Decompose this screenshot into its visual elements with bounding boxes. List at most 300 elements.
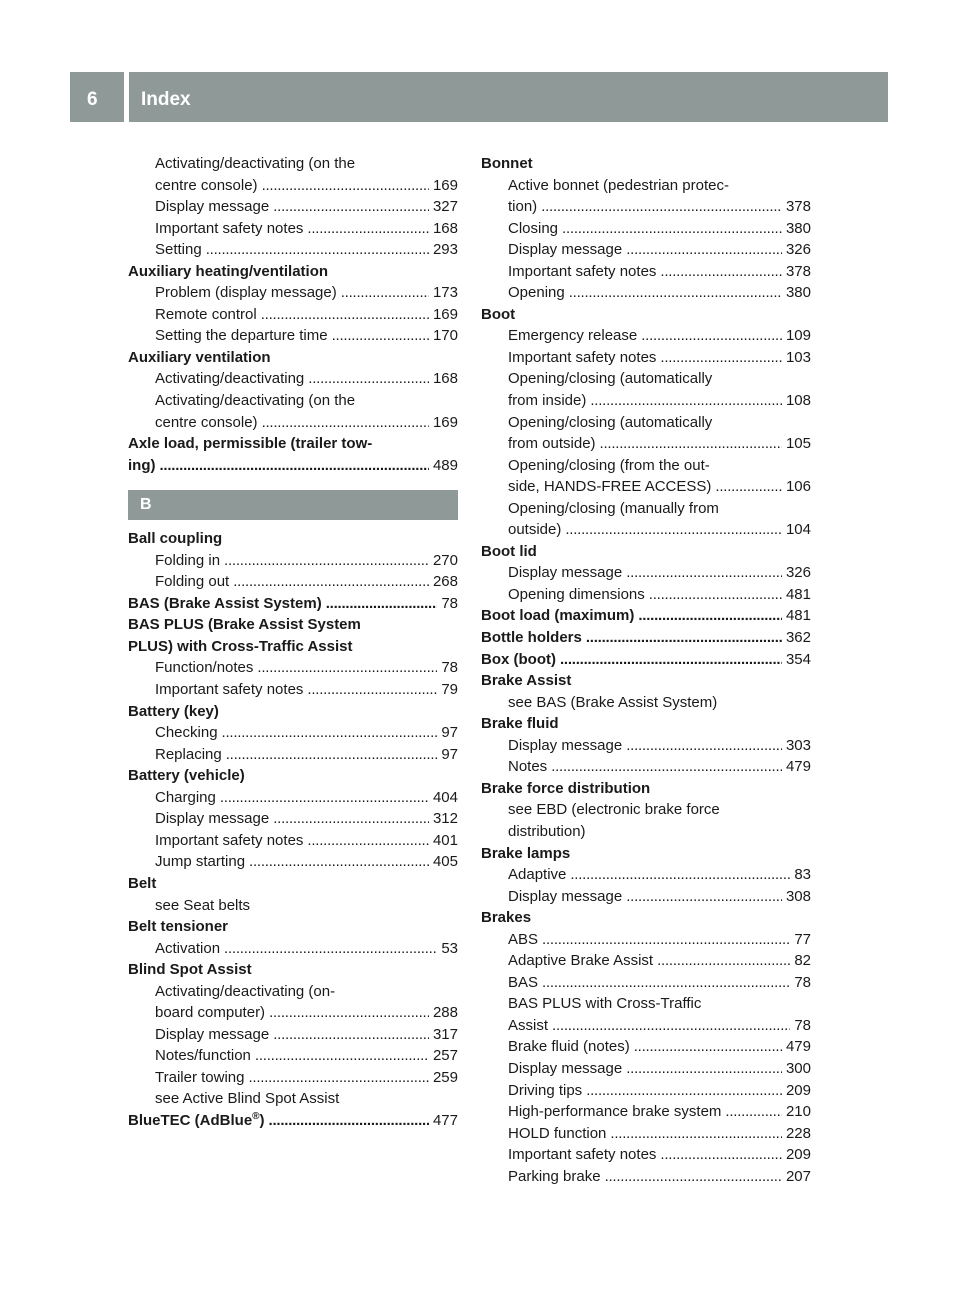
page-reference[interactable]: 481 [785, 607, 811, 625]
entry-text [481, 304, 515, 326]
page-reference[interactable]: 326 [785, 564, 811, 582]
entry-text [155, 571, 229, 593]
entry-label: Box (boot) [481, 650, 556, 668]
dot-leader [610, 1123, 782, 1145]
entry-text [508, 1144, 656, 1166]
index-subentry [128, 153, 458, 175]
entry-text [508, 972, 538, 994]
entry-label: outside) [508, 521, 562, 539]
entry-text [481, 627, 582, 649]
dot-leader [657, 950, 790, 972]
entry-text [155, 196, 269, 218]
index-subentry [128, 895, 458, 917]
entry-label: Activating/deactivating (on the [155, 155, 356, 172]
page-reference[interactable]: 77 [794, 930, 811, 948]
entry-text [508, 1080, 582, 1102]
entry-text [128, 593, 322, 615]
entry-label: Remote control [155, 305, 257, 323]
entry-text [128, 873, 156, 895]
entry-label: High-performance brake system [508, 1103, 722, 1121]
dot-leader [206, 239, 429, 261]
index-subentry [481, 368, 811, 390]
index-column-right [481, 153, 811, 1187]
index-heading [481, 153, 811, 175]
entry-label: see Seat belts [155, 896, 251, 914]
index-subentry [481, 993, 811, 1015]
dot-leader [626, 1058, 782, 1080]
index-subentry[interactable] [481, 390, 811, 412]
entry-label: ing) [128, 456, 156, 474]
index-subentry[interactable] [481, 756, 811, 778]
index-heading [481, 843, 811, 865]
index-subentry[interactable] [481, 196, 811, 218]
entry-text [508, 175, 729, 197]
dot-leader [542, 929, 790, 951]
entry-label: BAS PLUS (Brake Assist System [128, 616, 361, 634]
entry-label: Activation [155, 939, 221, 957]
index-heading [128, 347, 458, 369]
entry-label: Active bonnet (pedestrian protec- [508, 176, 729, 194]
index-subentry[interactable] [128, 175, 458, 197]
page-reference[interactable]: 168 [432, 219, 458, 237]
index-subentry[interactable] [128, 938, 458, 960]
page-reference[interactable]: 97 [441, 745, 458, 763]
entry-label: Opening/closing (from the out- [508, 456, 710, 474]
dot-leader [224, 938, 437, 960]
entry-label: side, HANDS-FREE ACCESS) [508, 478, 712, 496]
index-subentry[interactable] [128, 282, 458, 304]
dot-leader [638, 605, 782, 627]
page-reference[interactable]: 326 [785, 241, 811, 259]
index-subentry[interactable] [481, 218, 811, 240]
entry-label: Ball coupling [128, 530, 223, 548]
dot-leader [649, 584, 782, 606]
index-subentry [481, 692, 811, 714]
index-subentry[interactable] [481, 1036, 811, 1058]
index-heading[interactable] [128, 455, 458, 477]
index-subentry[interactable] [128, 571, 458, 593]
dot-leader [626, 735, 782, 757]
entry-label: Display message [508, 564, 623, 582]
entry-text [481, 713, 559, 735]
page-reference[interactable]: 53 [441, 939, 458, 957]
page-reference[interactable]: 109 [785, 327, 811, 345]
section-letter: B [128, 490, 458, 520]
entry-text [155, 981, 335, 1003]
page-reference[interactable]: 78 [441, 594, 458, 612]
index-subentry [128, 1088, 458, 1110]
entry-text [508, 390, 586, 412]
entry-text [508, 196, 537, 218]
entry-label: Checking [155, 724, 218, 742]
dot-leader [273, 808, 429, 830]
page-reference[interactable]: 489 [432, 456, 458, 474]
dot-leader [308, 368, 429, 390]
index-subentry[interactable] [481, 1123, 811, 1145]
index-subentry[interactable] [128, 550, 458, 572]
index-subentry[interactable] [128, 722, 458, 744]
dot-leader [332, 325, 429, 347]
entry-label: Display message [508, 736, 623, 754]
index-subentry[interactable] [128, 679, 458, 701]
entry-label: Display message [155, 198, 270, 216]
dot-leader [341, 282, 429, 304]
page-reference[interactable]: 79 [441, 681, 458, 699]
index-heading[interactable] [128, 593, 458, 615]
page-reference[interactable]: 477 [432, 1111, 458, 1129]
entry-label: distribution) [508, 822, 586, 840]
page-reference[interactable]: 362 [785, 629, 811, 647]
page-reference[interactable]: 97 [441, 724, 458, 742]
index-heading [128, 873, 458, 895]
entry-text [508, 864, 566, 886]
dot-leader [541, 196, 782, 218]
entry-label: from inside) [508, 392, 587, 410]
index-subentry [481, 455, 811, 477]
entry-text [481, 153, 533, 175]
page-reference[interactable]: 317 [432, 1025, 458, 1043]
index-subentry[interactable] [128, 368, 458, 390]
page-reference[interactable]: 300 [785, 1059, 811, 1077]
index-subentry[interactable] [128, 1045, 458, 1067]
entry-text [155, 304, 257, 326]
entry-label: Brake fluid [481, 715, 559, 733]
page-reference[interactable]: 378 [785, 198, 811, 216]
entry-label: Brake fluid (notes) [508, 1038, 630, 1056]
entry-text [155, 153, 355, 175]
entry-text [155, 239, 202, 261]
index-heading [128, 636, 458, 658]
index-subentry[interactable] [481, 239, 811, 261]
index-subentry[interactable] [481, 433, 811, 455]
page-reference[interactable]: 481 [785, 585, 811, 603]
entry-text [481, 649, 556, 671]
index-subentry[interactable] [481, 584, 811, 606]
page-title: Index [141, 89, 191, 110]
entry-label: Important safety notes [508, 1146, 657, 1164]
page-reference[interactable]: 168 [432, 370, 458, 388]
dot-leader [605, 1166, 782, 1188]
entry-label: Display message [508, 887, 623, 905]
dot-leader [626, 239, 782, 261]
dot-leader [269, 1110, 429, 1132]
index-subentry[interactable] [128, 830, 458, 852]
dot-leader [660, 261, 782, 283]
dot-leader [715, 476, 782, 498]
page-reference[interactable]: 259 [432, 1068, 458, 1086]
entry-label: Battery (key) [128, 702, 219, 720]
entry-text [481, 670, 571, 692]
entry-text [508, 929, 538, 951]
page-reference[interactable]: 169 [432, 413, 458, 431]
page-reference[interactable]: 401 [432, 831, 458, 849]
entry-text [508, 756, 547, 778]
index-subentry[interactable] [481, 1015, 811, 1037]
index-heading[interactable] [481, 649, 811, 671]
entry-text [481, 778, 650, 800]
page-reference[interactable]: 293 [432, 241, 458, 259]
entry-text [128, 701, 219, 723]
entry-text [508, 1166, 601, 1188]
entry-label: Boot load (maximum) [481, 607, 635, 625]
dot-leader [255, 1045, 429, 1067]
page-reference[interactable]: 169 [432, 176, 458, 194]
page-reference[interactable]: 108 [785, 392, 811, 410]
index-subentry[interactable] [481, 735, 811, 757]
entry-label: Important safety notes [155, 831, 304, 849]
entry-label: Belt tensioner [128, 918, 229, 936]
entry-text [508, 476, 711, 498]
page-reference[interactable]: 228 [785, 1124, 811, 1142]
index-subentry[interactable] [481, 950, 811, 972]
index-subentry[interactable] [128, 1067, 458, 1089]
entry-text [155, 1045, 251, 1067]
entry-label: Function/notes [155, 659, 254, 677]
index-subentry[interactable] [481, 1058, 811, 1080]
index-heading [128, 765, 458, 787]
index-subentry[interactable] [481, 347, 811, 369]
index-subentry[interactable] [481, 929, 811, 951]
index-subentry[interactable] [481, 325, 811, 347]
page-reference[interactable]: 380 [785, 219, 811, 237]
index-subentry[interactable] [128, 325, 458, 347]
index-heading[interactable] [128, 1110, 458, 1132]
index-subentry[interactable] [128, 196, 458, 218]
entry-text [508, 1123, 606, 1145]
page-reference[interactable]: 312 [432, 810, 458, 828]
index-subentry[interactable] [481, 972, 811, 994]
page-reference[interactable]: 303 [785, 736, 811, 754]
page-reference[interactable]: 103 [785, 348, 811, 366]
dot-leader [269, 1002, 429, 1024]
entry-label: PLUS) with Cross-Traffic Assist [128, 637, 353, 655]
entry-label: Display message [508, 1059, 623, 1077]
dot-leader [600, 433, 782, 455]
entry-text [508, 218, 558, 240]
dot-leader [634, 1036, 782, 1058]
dot-leader [725, 1101, 782, 1123]
entry-label: Adaptive Brake Assist [508, 952, 654, 970]
dot-leader [307, 218, 429, 240]
page-reference[interactable]: 257 [432, 1047, 458, 1065]
page-reference[interactable]: 308 [785, 887, 811, 905]
entry-text [155, 282, 337, 304]
page-reference[interactable]: 327 [432, 198, 458, 216]
entry-text [155, 175, 258, 197]
entry-text [155, 830, 303, 852]
page-reference[interactable]: 78 [441, 659, 458, 677]
entry-text [508, 347, 656, 369]
index-subentry[interactable] [481, 1101, 811, 1123]
entry-text [155, 895, 250, 917]
index-subentry[interactable] [128, 787, 458, 809]
index-subentry[interactable] [128, 808, 458, 830]
entry-label: Problem (display message) [155, 284, 337, 302]
entry-label: see Active Blind Spot Assist [155, 1090, 340, 1108]
entry-text [508, 950, 653, 972]
index-subentry[interactable] [481, 1166, 811, 1188]
dot-leader [586, 627, 782, 649]
index-heading [481, 907, 811, 929]
page-reference[interactable]: 268 [432, 573, 458, 591]
index-heading [128, 433, 458, 455]
index-subentry [481, 412, 811, 434]
entry-label: Important safety notes [508, 348, 657, 366]
entry-label: BAS [508, 973, 539, 991]
page-reference[interactable]: 354 [785, 650, 811, 668]
entry-text [155, 412, 258, 434]
index-heading [481, 670, 811, 692]
page-reference[interactable]: 270 [432, 551, 458, 569]
entry-label: Driving tips [508, 1081, 583, 1099]
page-reference[interactable]: 210 [785, 1103, 811, 1121]
index-subentry[interactable] [481, 864, 811, 886]
index-subentry[interactable] [481, 261, 811, 283]
page-reference[interactable]: 209 [785, 1146, 811, 1164]
entry-label: centre console) [155, 176, 258, 194]
index-heading[interactable] [481, 605, 811, 627]
index-subentry[interactable] [481, 519, 811, 541]
index-subentry[interactable] [128, 1024, 458, 1046]
dot-leader [590, 390, 782, 412]
index-subentry[interactable] [481, 886, 811, 908]
dot-leader [565, 519, 782, 541]
page-number: 6 [87, 89, 98, 110]
entry-text [508, 1058, 622, 1080]
entry-label: Jump starting [155, 853, 246, 871]
index-subentry [481, 821, 811, 843]
page-reference[interactable]: 207 [785, 1167, 811, 1185]
index-subentry[interactable] [128, 1002, 458, 1024]
entry-text [508, 412, 712, 434]
index-subentry[interactable] [128, 218, 458, 240]
entry-label: Auxiliary ventilation [128, 348, 271, 366]
entry-label: Activating/deactivating [155, 370, 305, 388]
entry-text [128, 614, 361, 636]
entry-text [155, 550, 220, 572]
dot-leader [660, 347, 782, 369]
index-subentry [481, 498, 811, 520]
registered-mark: ® [252, 1110, 260, 1122]
index-heading [481, 304, 811, 326]
entry-text [508, 519, 561, 541]
index-heading [128, 614, 458, 636]
page-reference[interactable]: 78 [794, 973, 811, 991]
dot-leader [249, 851, 429, 873]
page-reference[interactable]: 82 [794, 952, 811, 970]
entry-label: Opening/closing (automatically [508, 413, 713, 431]
page-reference[interactable]: 170 [432, 327, 458, 345]
index-subentry[interactable] [128, 239, 458, 261]
entry-text [508, 821, 586, 843]
index-subentry[interactable] [128, 304, 458, 326]
entry-text [508, 886, 622, 908]
index-subentry [481, 175, 811, 197]
entry-label: Battery (vehicle) [128, 767, 245, 785]
index-subentry[interactable] [481, 282, 811, 304]
entry-label: Folding out [155, 573, 230, 591]
dot-leader [560, 649, 782, 671]
entry-label: Bonnet [481, 155, 533, 172]
page-reference[interactable]: 479 [785, 1038, 811, 1056]
index-subentry [128, 981, 458, 1003]
entry-text [155, 325, 328, 347]
entry-label: Assist [508, 1016, 549, 1034]
page-reference[interactable]: 479 [785, 758, 811, 776]
page-reference[interactable]: 169 [432, 305, 458, 323]
index-subentry[interactable] [481, 562, 811, 584]
entry-label: BAS PLUS with Cross-Traffic [508, 995, 702, 1013]
index-heading[interactable] [481, 627, 811, 649]
index-subentry[interactable] [481, 1144, 811, 1166]
entry-label: Axle load, permissible (trailer tow- [128, 435, 373, 453]
index-subentry [481, 799, 811, 821]
entry-text [508, 261, 656, 283]
entry-label: Replacing [155, 745, 222, 763]
dot-leader [307, 830, 429, 852]
entry-text [155, 808, 269, 830]
page-reference[interactable]: 380 [785, 284, 811, 302]
entry-text [508, 1036, 630, 1058]
index-subentry[interactable] [128, 657, 458, 679]
dot-leader [222, 722, 438, 744]
index-subentry[interactable] [128, 744, 458, 766]
index-subentry[interactable] [128, 851, 458, 873]
page-reference[interactable]: 209 [785, 1081, 811, 1099]
index-subentry[interactable] [128, 412, 458, 434]
dot-leader [641, 325, 782, 347]
page-reference[interactable]: 78 [794, 1016, 811, 1034]
dot-leader [226, 744, 438, 766]
dot-leader [307, 679, 437, 701]
entry-text [155, 938, 220, 960]
index-heading [128, 916, 458, 938]
entry-text [155, 218, 303, 240]
entry-text [508, 498, 719, 520]
page-reference[interactable]: 106 [785, 478, 811, 496]
entry-text [508, 433, 596, 455]
dot-leader [660, 1144, 782, 1166]
page-reference[interactable]: 288 [432, 1004, 458, 1022]
index-subentry[interactable] [481, 476, 811, 498]
entry-text [155, 1067, 244, 1089]
entry-text [155, 1024, 269, 1046]
entry-text [508, 735, 622, 757]
index-column-left [128, 153, 458, 1132]
dot-leader [552, 1015, 790, 1037]
dot-leader [569, 282, 782, 304]
page-reference[interactable]: 405 [432, 853, 458, 871]
page-reference[interactable]: 105 [785, 435, 811, 453]
entry-label: centre console) [155, 413, 258, 431]
page-reference[interactable]: 83 [794, 866, 811, 884]
dot-leader [626, 562, 782, 584]
page-reference[interactable]: 173 [432, 284, 458, 302]
entry-label: ABS [508, 930, 539, 948]
entry-label: board computer) [155, 1004, 266, 1022]
entry-label: Display message [155, 1025, 270, 1043]
index-subentry[interactable] [481, 1080, 811, 1102]
entry-text [481, 541, 537, 563]
dot-leader [542, 972, 790, 994]
page-reference[interactable]: 404 [432, 788, 458, 806]
page-reference[interactable]: 378 [785, 262, 811, 280]
page-reference[interactable]: 104 [785, 521, 811, 539]
entry-text [155, 390, 355, 412]
entry-label: Activating/deactivating (on- [155, 982, 336, 1000]
dot-leader [626, 886, 782, 908]
dot-leader [160, 455, 429, 477]
